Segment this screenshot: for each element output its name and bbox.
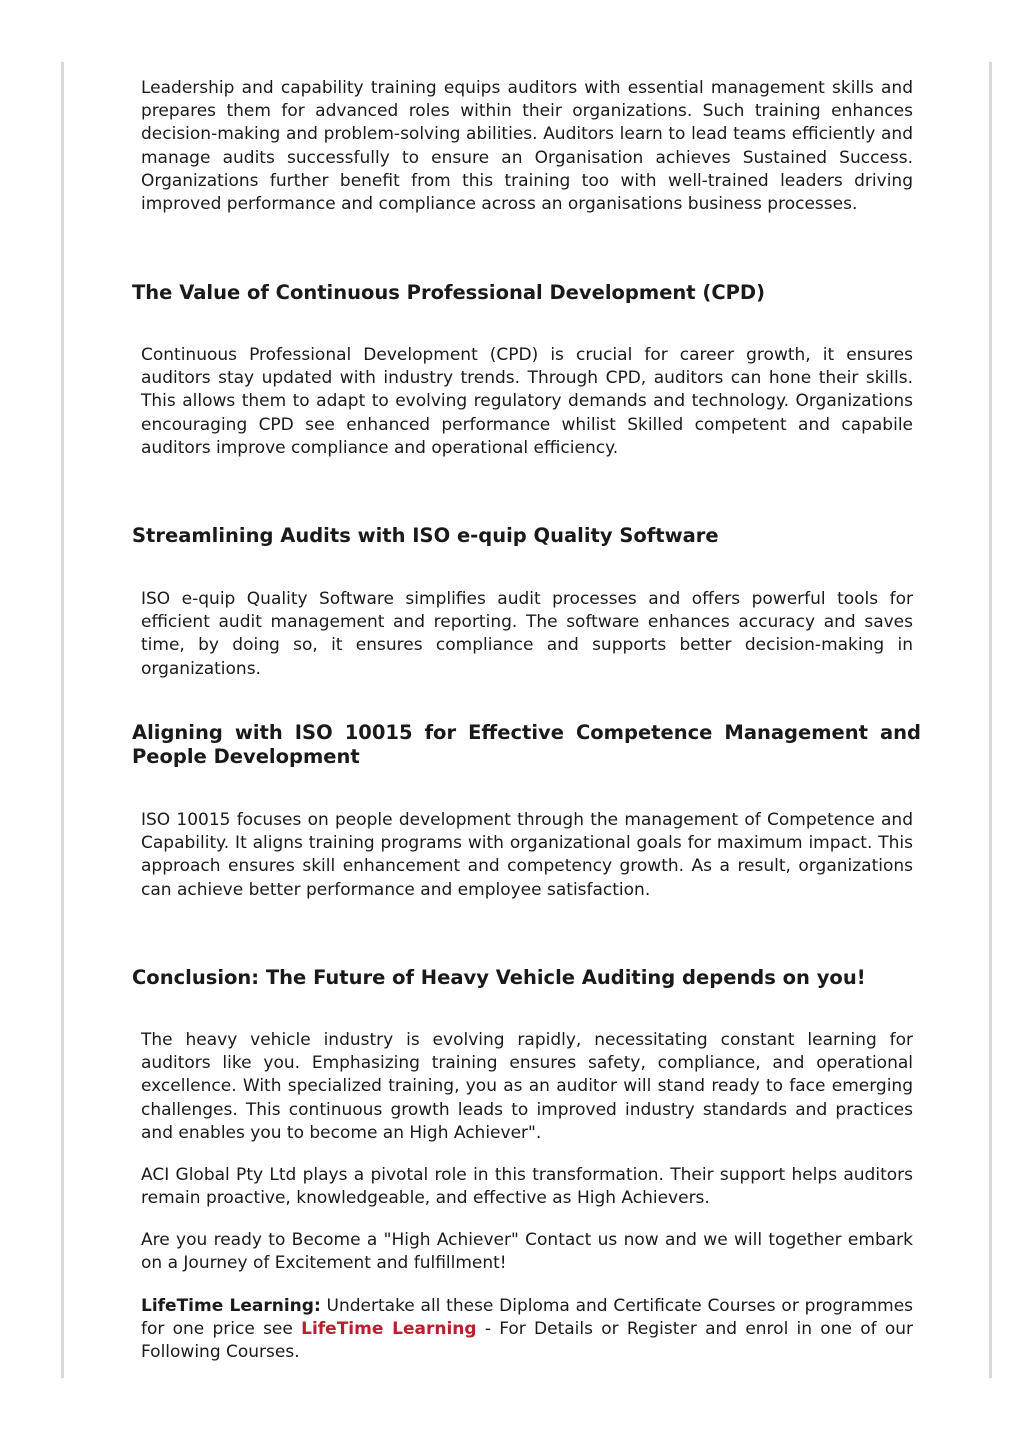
heading-iso-10015: Aligning with ISO 10015 for Effective Competence Management and People Development — [132, 721, 921, 768]
right-border-rule — [989, 62, 992, 1378]
heading-conclusion: Conclusion: The Future of Heavy Vehicle Auditing depends on you! — [132, 966, 866, 989]
paragraph-call-to-action: Are you ready to Become a "High Achiever" Contact us now and we will together embark on a Journey of Excitement and fulfillment! — [141, 1230, 913, 1274]
left-border-rule — [61, 62, 64, 1378]
lifetime-text-after: - For Details or Register and enrol in one of our Following Courses. — [141, 1319, 913, 1363]
lifetime-label: LifeTime Learning: — [141, 1296, 321, 1316]
intro-paragraph: Leadership and capability training equips auditors with essential management skills and prepares them for advanced roles within their organizations. Such training enhances decision-making and problem-solving abilities. Auditors learn to lead teams efficiently and manage audits successfully to ensure an Organisation achieves Sustained Success. Organizations further benefit from this training too with well-trained leaders driving improved performance and compliance across an organisations business processes. — [141, 78, 913, 215]
paragraph-iso-equip: ISO e-quip Quality Software simplifies audit processes and offers powerful tools for efficient audit management and reporting. The software enhances accuracy and saves time, by doing so, it ensures compliance and supports better decision-making in organizations. — [141, 589, 913, 679]
heading-iso-equip: Streamlining Audits with ISO e-quip Quality Software — [132, 524, 719, 547]
heading-cpd: The Value of Continuous Professional Development (CPD) — [132, 281, 766, 304]
lifetime-learning-link[interactable]: LifeTime Learning — [301, 1319, 477, 1340]
lifetime-text-before: Undertake all these Diploma and Certificate Courses or programmes for one price see — [141, 1296, 914, 1340]
paragraph-cpd: Continuous Professional Development (CPD) is crucial for career growth, it ensures auditors stay updated with industry trends. Through CPD, auditors can hone their skills. This allows them to adapt to evolving regulatory demands and technology. Organizations encouraging CPD see enhanced performance whilist Skilled competent and capabile auditors improve compliance and operational efficiency. — [141, 345, 913, 458]
paragraph-aci-global: ACI Global Pty Ltd plays a pivotal role in this transformation. Their support helps auditors remain proactive, knowledgeable, and effective as High Achievers. — [141, 1165, 913, 1209]
paragraph-conclusion: The heavy vehicle industry is evolving rapidly, necessitating constant learning for auditors like you. Emphasizing training ensures safety, compliance, and operational excellence. With specialized training, you as an auditor will stand ready to face emerging challenges. This continuous growth leads to improved industry standards and practices and enables you to become an High Achiever". — [141, 1030, 913, 1143]
paragraph-iso-10015: ISO 10015 focuses on people development through the management of Competence and Capability. It aligns training programs with organizational goals for maximum impact. This approach ensures skill enhancement and competency growth. As a result, organizations can achieve better performance and employee satisfaction. — [141, 810, 913, 900]
paragraph-lifetime-learning — [141, 1295, 913, 1365]
